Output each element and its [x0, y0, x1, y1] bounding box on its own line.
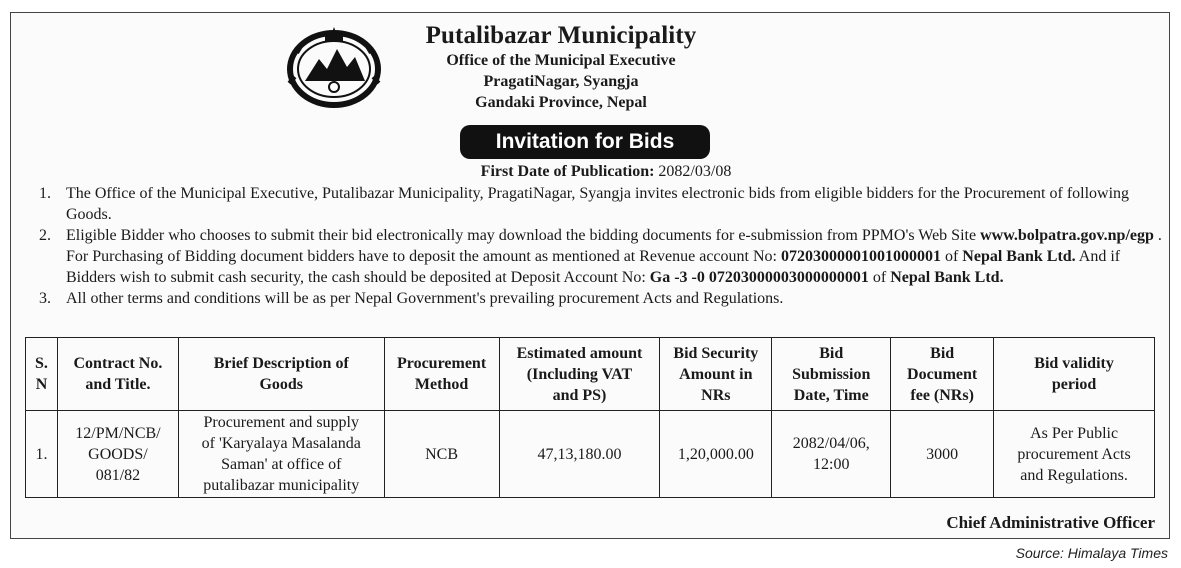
clauses	[23, 183, 1173, 309]
col-header-security: Bid Security Amount in NRs	[660, 338, 772, 411]
clause-text: And if Bidders wish to submit cash security, the cash should be deposited at Deposit Account No:	[66, 248, 1121, 286]
cell-fee: 3000	[891, 411, 994, 498]
clause-number: 3.	[39, 290, 51, 307]
col-header-method: Procurement Method	[384, 338, 499, 411]
cell-validity: As Per Public procurement Acts and Regulations.	[994, 411, 1155, 498]
office-province: Gandaki Province, Nepal	[475, 94, 647, 111]
cell-submission: 2082/04/06, 12:00	[772, 411, 891, 498]
publication-label: First Date of Publication:	[480, 163, 655, 180]
publication-date: 2082/03/08	[658, 163, 732, 180]
clause-text: . For Purchasing of Bidding document bidders have to deposit the amount as mentioned at Revenue account No:	[66, 227, 1162, 265]
notice-title: Invitation for Bids	[460, 125, 710, 159]
col-header-description: Brief Description of Goods	[178, 338, 384, 411]
header	[371, 21, 751, 113]
col-header-sn: S. N	[26, 338, 58, 411]
clause-1	[23, 183, 1173, 225]
table-row	[26, 411, 1155, 498]
bolpatra-website: www.bolpatra.gov.np/egp	[980, 227, 1154, 244]
clause-text: Eligible Bidder who chooses to submit their bid electronically may download the bidding documents for e-submission from PPMO's Web Site	[66, 227, 981, 244]
col-header-fee: Bid Document fee (NRs)	[891, 338, 994, 411]
deposit-account-number: Ga -3 -0 07203000003000000001	[649, 269, 869, 286]
bid-table	[25, 337, 1155, 498]
clause-text: of	[868, 269, 891, 286]
office-location: PragatiNagar, Syangja	[483, 73, 639, 90]
org-name: Putalibazar Municipality	[425, 22, 697, 49]
col-header-submission: Bid Submission Date, Time	[772, 338, 891, 411]
cell-security: 1,20,000.00	[660, 411, 772, 498]
clause-text: All other terms and conditions will be as per Nepal Government's prevailing procurement Acts and Regulations.	[66, 290, 784, 307]
col-header-validity: Bid validity period	[994, 338, 1155, 411]
publication-date-line	[441, 163, 771, 181]
cell-method: NCB	[384, 411, 499, 498]
bank-name: Nepal Bank Ltd.	[890, 269, 1004, 286]
col-header-amount: Estimated amount (Including VAT and PS)	[499, 338, 660, 411]
bank-name: Nepal Bank Ltd.	[962, 248, 1076, 265]
table-header-row	[26, 338, 1155, 411]
cell-contract: 12/PM/NCB/ GOODS/ 081/82	[57, 411, 178, 498]
signatory-title: Chief Administrative Officer	[946, 513, 1155, 532]
cell-amount: 47,13,180.00	[499, 411, 660, 498]
municipality-emblem-icon	[285, 25, 383, 109]
col-header-contract: Contract No. and Title.	[57, 338, 178, 411]
clause-3	[23, 288, 1173, 309]
office-name: Office of the Municipal Executive	[446, 52, 676, 69]
clause-text: of	[940, 248, 963, 265]
cell-sn: 1.	[26, 411, 58, 498]
revenue-account-number: 07203000001001000001	[780, 248, 941, 265]
clause-2	[23, 225, 1173, 288]
cell-description: Procurement and supply of 'Karyalaya Masalanda Saman' at office of putalibazar municipality	[178, 411, 384, 498]
clause-text: The Office of the Municipal Executive, Putalibazar Municipality, PragatiNagar, Syangja invites electronic bids from eligible bidders for the Procurement of following Goods.	[66, 185, 1130, 223]
source-credit: Source: Himalaya Times	[1015, 545, 1168, 561]
clause-number: 2.	[39, 227, 51, 244]
clause-number: 1.	[39, 185, 51, 202]
